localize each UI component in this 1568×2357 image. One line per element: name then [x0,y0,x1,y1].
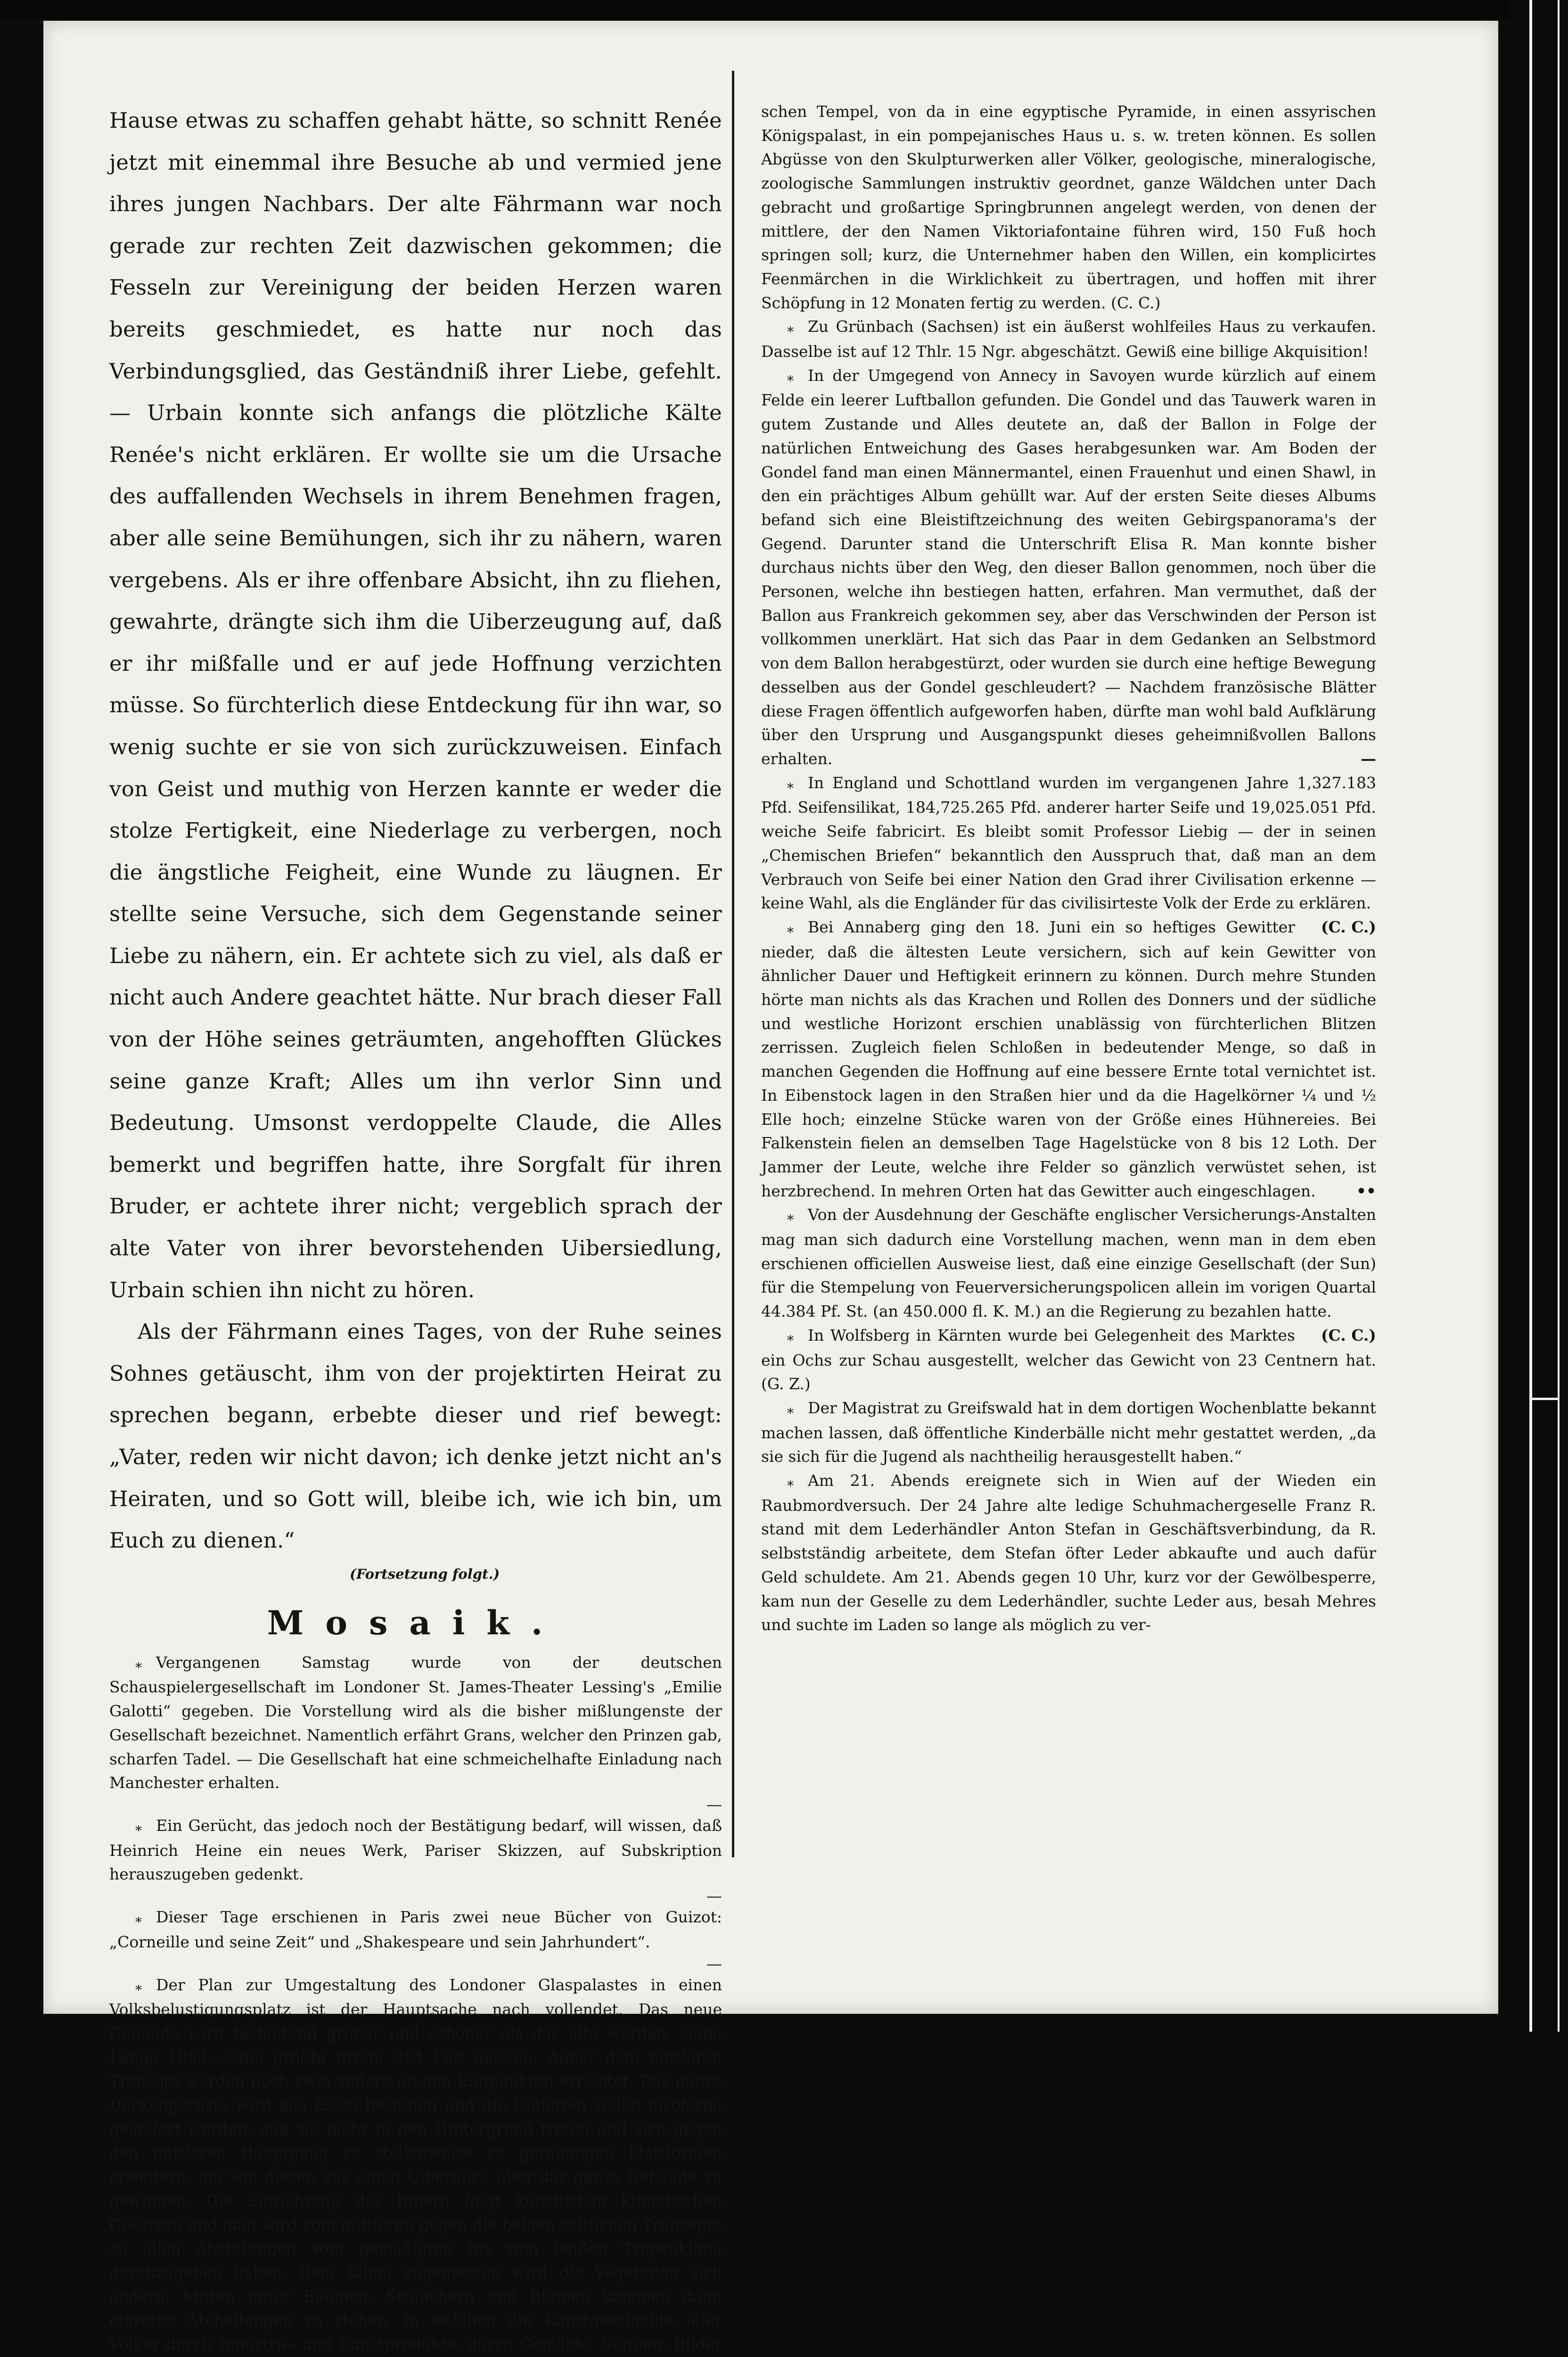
asterism-icon: ⁎ [787,368,794,384]
left-column [109,100,722,2357]
news-item [761,1469,1376,1637]
item-separator: — [706,1795,722,1813]
item-separator: — [706,1954,722,1973]
scan-edge-line [1529,0,1532,2032]
source-mark: (C. C.) [1321,917,1376,936]
news-item-text: Von der Ausdehnung der Geschäfte englischer Versicherungs-Anstalten mag man sich dadurch eine Vorstellung machen, wenn man in dem eben erschienen officiellen Ausweise liest, daß eine einzige Gesellschaft (der Sun) für die Stempelung von Feuerversicherungspolicen allein im vorigen Quartal 44.384 Pf. St. (an 450.000 fl. K. M.) an die Regierung zu bezahlen hatte. [761,1205,1376,1321]
news-item [761,364,1376,771]
news-item-text: Zu Grünbach (Sachsen) ist ein äußerst wohlfeiles Haus zu verkaufen. Dasselbe ist auf 12 Thlr. 15 Ngr. abgeschätzt. Gewiß eine billige Akquisition! [761,317,1376,361]
scan-edge-line [1532,1398,1558,1400]
source-mark: •• [1356,1181,1376,1200]
asterism-icon: ⁎ [787,1328,794,1344]
asterism-icon: ⁎ [787,1208,794,1224]
section-title: Mosaik. [267,1603,565,1642]
news-item-text: Dieser Tage erschienen in Paris zwei neue Bücher von Guizot: „Corneille und seine Zeit“ und „Shakespeare und sein Jahrhundert“. [109,1908,722,1951]
source-mark: — [1361,749,1376,768]
asterism-icon: ⁎ [787,775,794,791]
news-item-text: Ein Gerücht, das jedoch noch der Bestätigung bedarf, will wissen, daß Heinrich Heine ein neues Werk, Pariser Skizzen, auf Subskription herauszugeben gedenkt. [109,1816,722,1884]
news-item [761,1324,1376,1396]
continued-note: (Fortsetzung folgt.) [350,1566,500,1582]
news-item [761,315,1376,363]
asterism-icon: ⁎ [787,1474,794,1490]
news-item-text: Am 21. Abends ereignete sich in Wien auf der Wieden ein Raubmordversuch. Der 24 Jahre alte ledige Schuhmachergeselle Franz R. stand mit dem Lederhändler Anton Stefan in Geschäftsverbindung, da R. selbstständig arbeitete, dem Stefan öfter Leder abkaufte und auch dafür Geld schuldete. Am 21. Abends gegen 10 Uhr, kurz vor der Gewölbesperre, kam nun der Geselle zu dem Lederhändler, suchte Leder aus, besah Mehres und suchte im Laden so lange als möglich zu ver- [761,1471,1376,1634]
scan-border-right [1511,0,1568,2032]
item-separator: — [706,1887,722,1905]
right-column [761,100,1376,1637]
asterism-icon: ⁎ [135,1978,142,1994]
scan-edge-line [1558,0,1560,2032]
news-item [761,1203,1376,1344]
news-item-text: Vergangenen Samstag wurde von der deutschen Schauspielergesellschaft im Londoner St. James-Theater Lessing's „Emilie Galotti“ gegeben. Die Vorstellung wird als die bisher mißlungenste der Gesellschaft bezeichnet. Namentlich erfährt Grans, welcher den Prinzen gab, scharfen Tadel. — Die Gesellschaft hat eine schmeichelhafte Einladung nach Manchester erhalten. [109,1653,722,1792]
asterism-icon: ⁎ [787,920,794,936]
news-item [761,915,1376,1203]
news-item-text: In England und Schottland wurden im vergangenen Jahre 1,327.183 Pfd. Seifensilikat, 184,725.265 Pfd. anderer harter Seife und 19,025.051 Pfd. weiche Seife fabricirt. Es bleibt somit Professor Liebig — der in seinen „Chemischen Briefen“ bekanntlich den Ausspruch that, daß man an dem Verbrauch von Seife bei einer Nation den Grad ihrer Civilisation erkenne — keine Wahl, als die Engländer für das civilisirteste Volk der Erde zu erklären. [761,773,1376,913]
source-mark: (C. C.) [1321,1326,1376,1344]
news-item-text: In der Umgegend von Annecy in Savoyen wurde kürzlich auf einem Felde ein leerer Luftballon gefunden. Die Gondel und das Tauwerk waren in gutem Zustande und Alles deutete an, daß der Ballon in Folge der natürlichen Entweichung des Gases herabgesunken war. Am Boden der Gondel fand man einen Männermantel, einen Frauenhut und einen Shawl, in den ein prächtiges Album gehüllt war. Auf der ersten Seite dieses Albums befand sich eine Bleistiftzeichnung des weiten Gebirgspanorama's der Gegend. Darunter stand die Unterschrift Elisa R. Man konnte bisher durchaus nichts über den Weg, den dieser Ballon genommen, noch über die Personen, welche ihn bestiegen hatten, erfahren. Man vermuthet, daß der Ballon aus Frankreich gekommen sey, aber das Verschwinden der Person ist vollkommen unerklärt. Hat sich das Paar in dem Gedanken an Selbstmord von dem Ballon herabgestürzt, oder wurden sie durch eine heftige Bewegung desselben aus der Gondel geschleudert? — Nachdem französische Blätter diese Fragen öffentlich aufgeworfen haben, dürfte man wohl bald Aufklärung über den Ursprung und Ausgangspunkt dieses geheimnißvollen Ballons erhalten. [761,366,1376,768]
serial-paragraph: Hause etwas zu schaffen gehabt hätte, so schnitt Renée jetzt mit einemmal ihre Besuche ab und vermied jene ihres jungen Nachbars. Der alte Fährmann war noch gerade zur rechten Zeit dazwischen gekommen; die Fesseln zur Vereinigung der beiden Herzen waren bereits geschmiedet, es hatte nur noch das Verbindungsglied, das Geständniß ihrer Liebe, gefehlt. — Urbain konnte sich anfangs die plötzliche Kälte Renée's nicht erklären. Er wollte sie um die Ursache des auffallenden Wechsels in ihrem Benehmen fragen, aber alle seine Bemühungen, sich ihr zu nähern, waren vergebens. Als er ihre offenbare Absicht, ihn zu fliehen, gewahrte, drängte sich ihm die Uiberzeugung auf, daß er ihr mißfalle und er auf jede Hoffnung verzichten müsse. So fürchterlich diese Entdeckung für ihn war, so wenig suchte er sie von sich zurückzuweisen. Einfach von Geist und muthig von Herzen kannte er weder die stolze Fertigkeit, eine Niederlage zu verbergen, noch die ängstliche Feigheit, eine Wunde zu läugnen. Er stellte seine Versuche, sich dem Gegenstande seiner Liebe zu nähern, ein. Er achtete sich zu viel, als daß er nicht auch Andere geachtet hätte. Nur brach dieser Fall von der Höhe seines geträumten, angehofften Glückes seine ganze Kraft; Alles um ihn verlor Sinn und Bedeutung. Umsonst verdoppelte Claude, die Alles bemerkt und begriffen hatte, ihre Sorgfalt für ihren Bruder, er achtete ihrer nicht; vergeblich sprach der alte Vater von ihrer bevorstehenden Uibersiedlung, Urbain schien ihn nicht zu hören. [109,108,722,1302]
scan-border-top [0,0,1568,19]
news-item-continuation: schen Tempel, von da in eine egyptische Pyramide, in einen assyrischen Königspalast, in ein pompejanisches Haus u. s. w. treten können. Es sollen Abgüsse von den Skulpturwerken aller Völker, geologische, mineralogische, zoologische Sammlungen instruktiv geordnet, ganze Wäldchen unter Dach gebracht und großartige Springbrunnen angelegt werden, von denen der mittlere, der den Namen Viktoriafontaine führen wird, 150 Fuß hoch springen soll; kurz, die Unternehmer haben den Willen, ein komplicirtes Feenmärchen in die Wirklichkeit zu übertragen, und hoffen mit ihrer Schöpfung in 12 Monaten fertig zu werden. (C. C.) [761,102,1376,312]
news-item-text: Der Magistrat zu Greifswald hat in dem dortigen Wochenblatte bekannt machen lassen, daß öffentliche Kinderbälle nicht mehr gestattet werden, „da sie sich für die Jugend als nachtheilig herausgestellt haben.“ [761,1398,1376,1466]
news-item [109,1651,722,1814]
serial-paragraph: Als der Fährmann eines Tages, von der Ruhe seines Sohnes getäuscht, ihm von der projektirten Heirat zu sprechen begann, erbebte dieser und rief bewegt: „Vater, reden wir nicht davon; ich denke jetzt nicht an's Heiraten, und so Gott will, bleibe ich, wie ich bin, um Euch zu dienen.“ [109,1319,722,1553]
asterism-icon: ⁎ [135,1655,142,1671]
news-item [109,1905,722,1973]
news-item [761,771,1376,936]
news-item-text: Der Plan zur Umgestaltung des Londoner Glaspalastes in einen Volksbelustigungsplatz ist der Hauptsache nach vollendet. Das neue Gebäude wird bedeutend größer und schöner als das alte werden, seine Länge 1853, seine größte Breite 384 Fuß messen. Außer dem mittleren Transept werden noch zwei andere an den Endpunkten errichtet. Das ganze Deckengerüste wird aus Eisen bestehen und die Gallerien sollen insoferne geändert werden, daß sie mehr in den Hintergrund treten und sich gegen den mittleren Hauptgang zu stellenweise zu geräumigen Plattformen erweitern, um von diesen aus einen Uiberblick über das ganze Gebäude zu gewinnen. Die Einrichtung des Innern folgt künstlichen klimatischen Gesetzen und man wird vom mittleren gegen die beiden seitlichen Transepte zu allen Abstufungen vom gemäßigten bis zum heißen Tropenklima durchzugehen haben. Dem Klima angemessen wird die Vegetation sich ändern. Mitten unter Bäumen, Sträuchern und Blumen kommen dann einzelne Abtheilungen zu stehen, in welchen die Kunstgeschichte aller Völker durch Industrie- und Kunstprodukte, durch Gemälde, Statuen, Bilder [109,1975,722,2354]
news-item-text: In Wolfsberg in Kärnten wurde bei Gelegenheit des Marktes ein Ochs zur Schau ausgestellt, welcher das Gewicht von 23 Centnern hat. (G. Z.) [761,1326,1376,1393]
news-item-text: Bei Annaberg ging den 18. Juni ein so heftiges Gewitter nieder, daß die ältesten Leute versichern, sich auf kein Gewitter von ähnlicher Dauer und Heftigkeit erinnern zu können. Durch mehre Stunden hörte man nichts als das Krachen und Rollen des Donners und der südliche und westliche Horizont erschien unablässig von fürchterlichen Blitzen zerrissen. Zugleich fielen Schloßen in bedeutender Menge, so daß in manchen Gegenden die Hoffnung auf eine bessere Ernte total vernichtet ist. In Eibenstock lagen in den Straßen hier und da die Hagelkörner ¼ und ½ Elle hoch; einzelne Stücke waren von der Größe eines Hühnereies. Bei Falkenstein fielen an demselben Tage Hagelstücke von 8 bis 12 Loth. Der Jammer der Leute, welche ihre Felder so gänzlich verwüstet sehen, ist herzbrechend. In mehren Orten hat das Gewitter auch eingeschlagen. [761,917,1376,1200]
column-divider [732,71,734,1857]
news-item [109,1973,722,2357]
asterism-icon: ⁎ [135,1910,142,1926]
news-item [109,1814,722,1905]
asterism-icon: ⁎ [135,1819,142,1834]
news-item [761,1396,1376,1469]
asterism-icon: ⁎ [787,1401,794,1417]
asterism-icon: ⁎ [787,320,794,336]
